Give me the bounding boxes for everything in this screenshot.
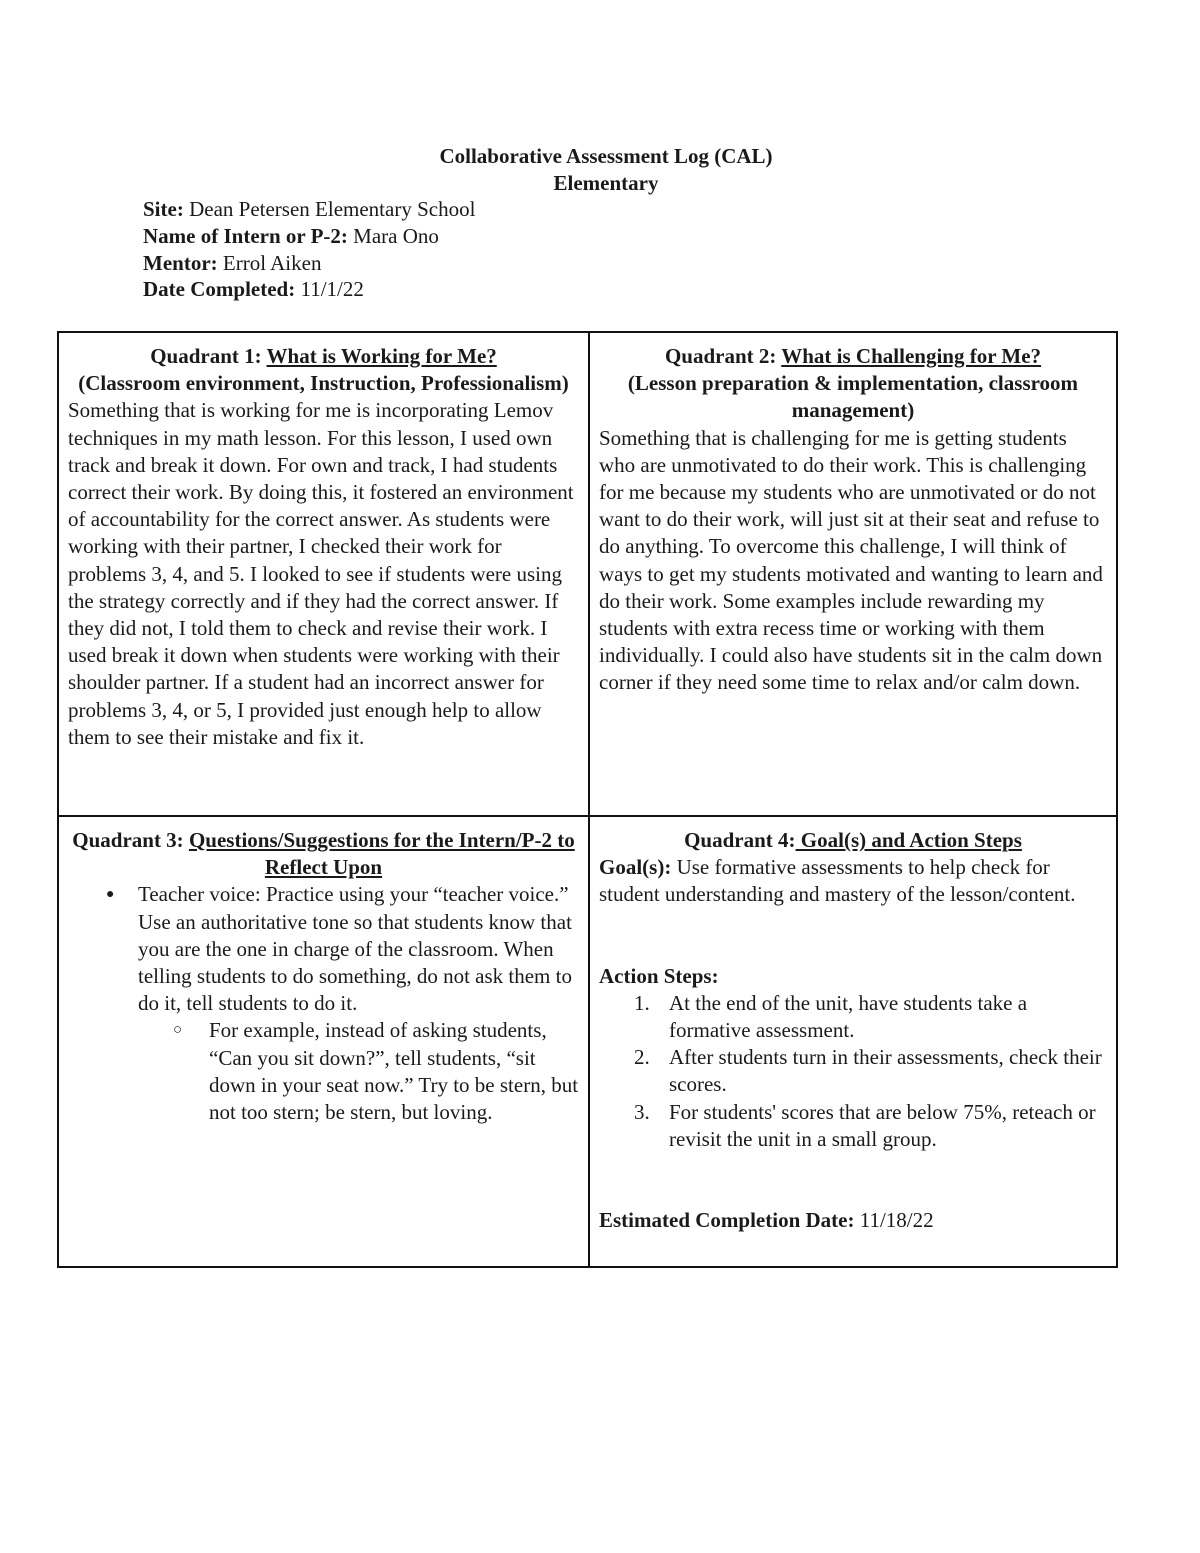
table-row bbox=[58, 332, 1117, 816]
quadrant-1-label: Quadrant 1: bbox=[150, 344, 262, 368]
quadrant-3-heading: Questions/Suggestions for the Intern/P-2 to Reflect Upon bbox=[188, 828, 575, 880]
goal-label: Goal(s): bbox=[599, 855, 672, 880]
meta-mentor bbox=[143, 250, 475, 277]
quadrant-3-subbullet-text: For example, instead of asking students, “Can you sit down?”, tell students, “sit down in your seat now.” Try to be stern, but not too stern; be stern, but loving. bbox=[209, 1018, 579, 1125]
action-steps-label bbox=[599, 963, 1107, 990]
quadrant-3-header bbox=[68, 827, 579, 881]
list-item bbox=[634, 990, 1107, 1044]
bullet-icon: ● bbox=[106, 887, 115, 903]
meta-site bbox=[143, 196, 475, 223]
list-item bbox=[634, 1044, 1107, 1098]
document-subtitle: Elementary bbox=[553, 171, 659, 195]
site-label: Site: bbox=[143, 197, 184, 221]
list-item bbox=[634, 1099, 1107, 1153]
quadrant-1-cell bbox=[58, 332, 589, 816]
completion-date bbox=[599, 1207, 1107, 1234]
quadrant-3-cell bbox=[58, 816, 589, 1267]
document-title: Collaborative Assessment Log (CAL) bbox=[439, 144, 773, 168]
quadrant-3-bullet-text: Teacher voice: Practice using your “teacher voice.” Use an authoritative tone so that students know that you are the one in charge of the classroom. When telling students to do something, do not ask them to do it, tell students to do it. bbox=[138, 882, 572, 1016]
quadrant-1-heading: What is Working for Me? bbox=[266, 344, 497, 368]
step-text: After students turn in their assessments, check their scores. bbox=[669, 1045, 1102, 1097]
step-number: 3. bbox=[634, 1099, 650, 1124]
date-value: 11/1/22 bbox=[300, 277, 364, 302]
mentor-label: Mentor: bbox=[143, 250, 218, 275]
table-row bbox=[58, 816, 1117, 1267]
meta-intern bbox=[143, 223, 475, 250]
quadrant-3-list bbox=[68, 881, 579, 1126]
quadrant-2-subheading: (Lesson preparation & implementation, classroom management) bbox=[627, 371, 1079, 423]
cal-table bbox=[57, 331, 1118, 1268]
step-number: 1. bbox=[634, 990, 650, 1015]
quadrant-2-body: Something that is challenging for me is getting students who are unmotivated to do their work. This is challenging for me because my students who are unmotivated or do not want to do their work, will just sit at their seat and refuse to do anything. To overcome this challenge, I will think of ways to get my students motivated and wanting to learn and do their work. Some examples include rewarding my students with extra recess time or working with them individually. I could also have students sit in the calm down corner if they need some time to relax and/or calm down. bbox=[599, 425, 1103, 695]
quadrant-2-header bbox=[599, 343, 1107, 425]
quadrant-4-heading: Goal(s) and Action Steps bbox=[795, 828, 1022, 852]
intern-label: Name of Intern or P-2: bbox=[143, 223, 348, 248]
quadrant-3-sublist bbox=[138, 1017, 579, 1126]
goal-text: Use formative assessments to help check for student understanding and mastery of the lesson/content. bbox=[599, 855, 1076, 907]
quadrant-1-body: Something that is working for me is incorporating Lemov techniques in my math lesson. For this lesson, I used own track and break it down. For own and track, I had students correct their work. By doing this, it fostered an environment of accountability for the correct answer. As students were working with their partner, I checked their work for problems 3, 4, and 5. I looked to see if students were using the strategy correctly and if they had the correct answer. If they did not, I told them to check and revise their work. I used break it down when students were working with their shoulder partner. If a student had an incorrect answer for problems 3, 4, or 5, I provided just enough help to allow them to see their mistake and fix it. bbox=[68, 398, 574, 749]
meta-date bbox=[143, 276, 475, 303]
site-value: Dean Petersen Elementary School bbox=[189, 197, 476, 221]
quadrant-1-header bbox=[68, 343, 579, 397]
list-item bbox=[106, 881, 579, 1126]
quadrant-4-cell bbox=[589, 816, 1117, 1267]
action-steps-list bbox=[599, 990, 1107, 1153]
hollow-bullet-icon: ○ bbox=[173, 1022, 183, 1039]
quadrant-2-label: Quadrant 2: bbox=[664, 344, 777, 368]
step-number: 2. bbox=[634, 1045, 650, 1070]
quadrant-2-cell bbox=[589, 332, 1117, 816]
quadrant-3-label: Quadrant 3: bbox=[72, 828, 184, 852]
quadrant-2-heading: What is Challenging for Me? bbox=[781, 344, 1042, 368]
step-text: At the end of the unit, have students take a formative assessment. bbox=[669, 990, 1028, 1043]
meta-block bbox=[143, 196, 475, 303]
document-header bbox=[0, 143, 1200, 197]
intern-value: Mara Ono bbox=[353, 223, 439, 248]
completion-label: Estimated Completion Date: bbox=[599, 1208, 855, 1233]
mentor-value: Errol Aiken bbox=[222, 250, 322, 275]
completion-value: 11/18/22 bbox=[859, 1208, 934, 1233]
list-item bbox=[173, 1017, 579, 1126]
action-steps-label-text: Action Steps: bbox=[599, 963, 719, 988]
quadrant-4-label: Quadrant 4: bbox=[684, 828, 796, 852]
goal-paragraph bbox=[599, 854, 1107, 908]
quadrant-1-subheading: (Classroom environment, Instruction, Professionalism) bbox=[78, 371, 569, 396]
date-label: Date Completed: bbox=[143, 277, 296, 302]
step-text: For students' scores that are below 75%, reteach or revisit the unit in a small group. bbox=[669, 1099, 1096, 1151]
quadrant-4-header bbox=[599, 827, 1107, 854]
